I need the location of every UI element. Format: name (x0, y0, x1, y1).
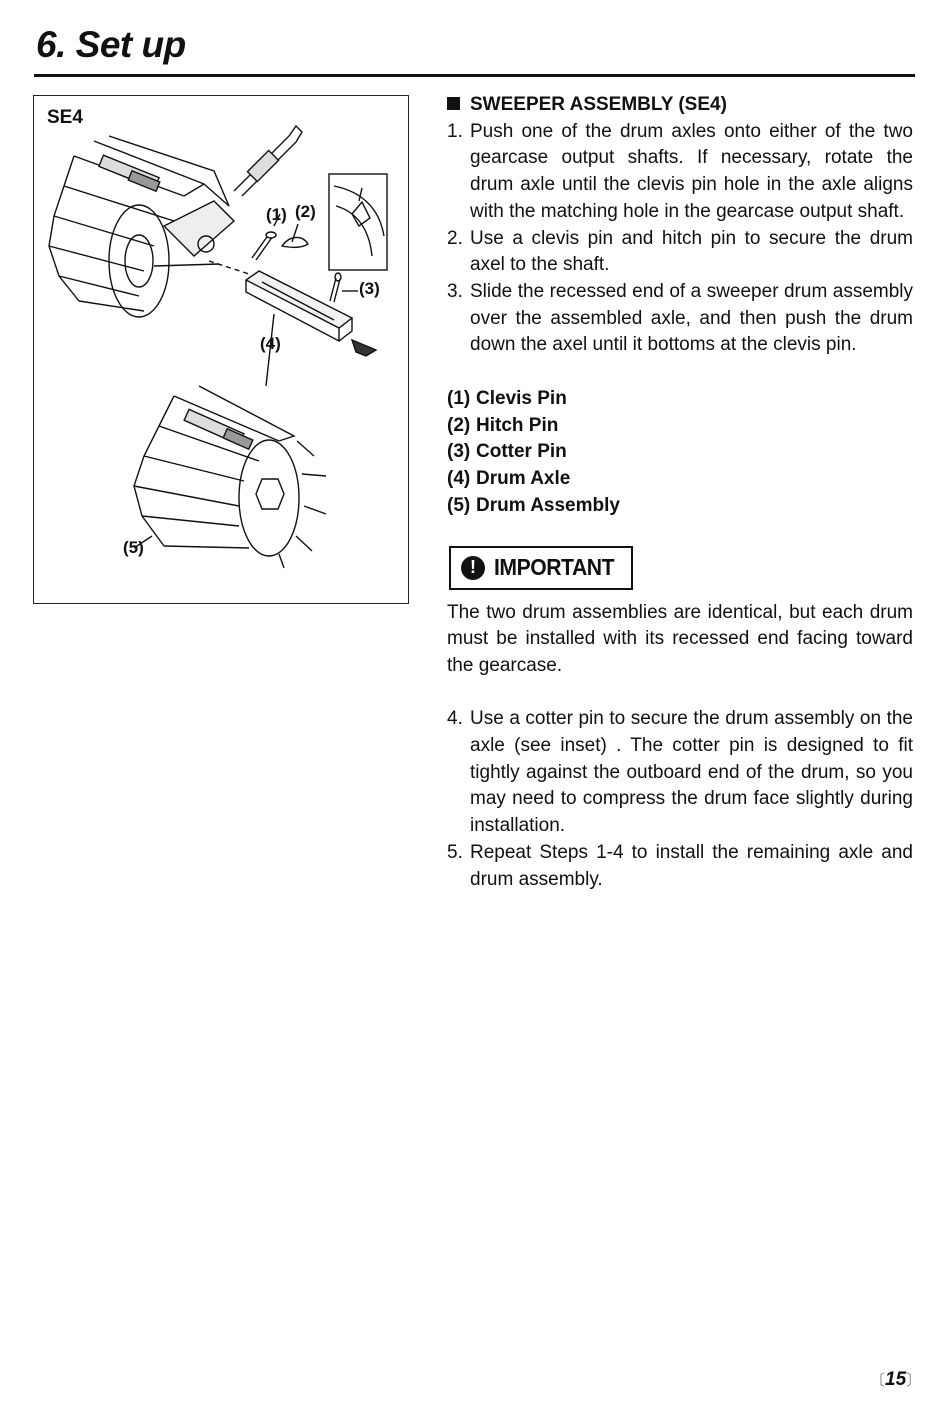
callout-4: (4) (260, 334, 281, 353)
part-item (447, 413, 913, 440)
page-header (34, 22, 915, 77)
instructions-column (447, 92, 913, 893)
part-item (447, 386, 913, 413)
exclamation-icon: ! (461, 556, 485, 580)
steps-list (447, 119, 913, 359)
figure-label: SE4 (47, 107, 83, 128)
section-heading (447, 92, 913, 119)
parts-list (447, 386, 913, 520)
bracket-left: 〔 (870, 1372, 886, 1389)
part-number: (3) (447, 441, 471, 463)
part-name: Cotter Pin (476, 441, 567, 463)
important-notice (449, 546, 633, 590)
section-heading-text: SWEEPER ASSEMBLY (SE4) (470, 94, 727, 115)
bracket-right: 〕 (906, 1372, 922, 1389)
steps-list-continued (447, 706, 913, 893)
part-item (447, 439, 913, 466)
part-item (447, 493, 913, 520)
step-2 (447, 226, 913, 279)
step-number: 5. (447, 841, 463, 863)
part-number: (1) (447, 388, 471, 410)
part-name: Drum Axle (476, 468, 571, 490)
part-name: Clevis Pin (476, 388, 567, 410)
important-label: IMPORTANT (494, 554, 615, 581)
sweeper-assembly-illustration (34, 96, 410, 605)
step-text: Use a clevis pin and hitch pin to secure the drum axel to the shaft. (470, 227, 913, 276)
step-text: Slide the recessed end of a sweeper drum assembly over the assembled axle, and then push the drum down the axel until it bottoms at the clevis pin. (470, 280, 913, 356)
step-text: Use a cotter pin to secure the drum assembly on the axle (see inset) . The cotter pin is designed to fit tightly against the outboard end of the drum, so you may need to compress the drum face slightly during installation. (470, 708, 913, 837)
part-number: (2) (447, 414, 471, 436)
step-3 (447, 279, 913, 359)
callout-1: (1) (266, 205, 287, 224)
step-number: 2. (447, 227, 463, 249)
step-number: 4. (447, 708, 463, 730)
part-item (447, 466, 913, 493)
step-text: Repeat Steps 1-4 to install the remaining axle and drum assembly. (470, 841, 913, 890)
page-number-value: 15 (885, 1369, 907, 1390)
square-bullet-icon (447, 97, 460, 110)
callout-5: (5) (123, 538, 144, 557)
step-4 (447, 706, 913, 840)
step-1 (447, 119, 913, 226)
page-title: 6. Set up (36, 24, 186, 65)
callout-3: (3) (359, 279, 380, 298)
step-number: 1. (447, 120, 463, 142)
important-text: The two drum assemblies are identical, but each drum must be installed with its recessed end facing toward the gearcase. (447, 601, 913, 676)
callout-2: (2) (295, 202, 316, 221)
step-5 (447, 840, 913, 893)
figure-se4 (33, 95, 409, 604)
page-number (870, 1369, 921, 1391)
step-text: Push one of the drum axles onto either of the two gearcase output shafts. If necessary, rotate the drum axle until the clevis pin hole in the axle aligns with the matching hole in the gearcase output shaft. (470, 120, 913, 222)
part-number: (4) (447, 468, 471, 490)
step-number: 3. (447, 280, 463, 302)
part-number: (5) (447, 494, 471, 516)
part-name: Drum Assembly (476, 494, 620, 516)
part-name: Hitch Pin (476, 414, 559, 436)
